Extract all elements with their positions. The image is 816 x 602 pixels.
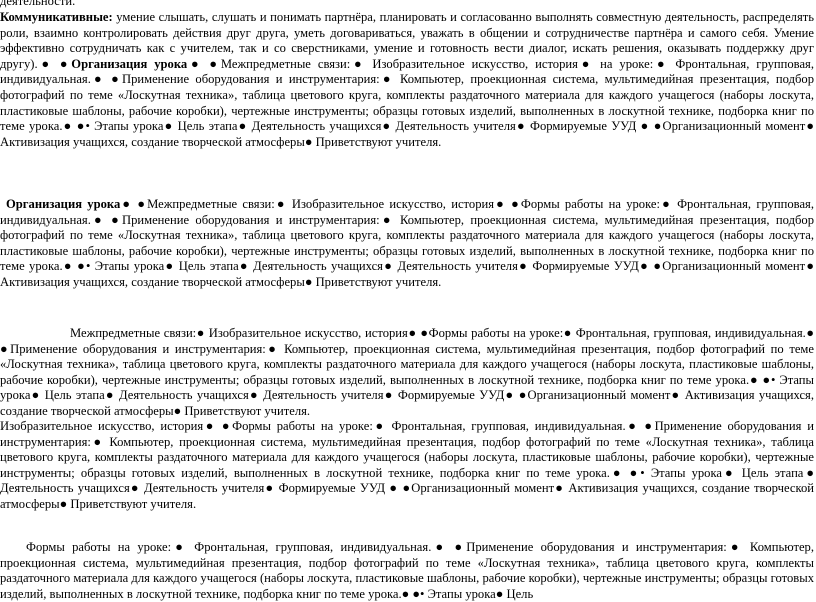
bullet-marks: ● ● — [37, 56, 72, 71]
lesson-organization-heading: Организация урока — [71, 56, 188, 71]
lesson-organization-text: ● ●Межпредметные связи:● Изобразительное искусство, история● на уроке:● Фронтальная, групповая, индивидуальная.● ●Применение оборудования и инструментария:● Компьютер, проекционная система, мультимедийная презентация, подбор фотографий по теме «Лоскутная техника», таблица цветового круга, комплекты раздаточного материала для каждого учащегося (наборы лоскута, пластиковые шаблоны, рабочие коробки), чертежные инструменты; образцы готовых изделий, выполненных в лоскутной технике, подборка книг по теме урока.● ●• Этапы урока● Цель этапа● Деятельность учащихся● Деятельность учителя● Формируемые УУД ● ●Организационный момент● Активизация учащихся, создание творческой атмосферы● Приветствуют учителя. — [0, 56, 814, 149]
communicative-heading: Коммуникативные: — [0, 10, 113, 24]
communicative-text: умение слышать, слушать и понимать партнёра, планировать и согласованно выполнять совместную деятельность, распределять роли, взаимно контролировать действия друг друга, уметь договариваться, уважать в общении и сотрудничестве партнёра и самого себя. Умение эффективно сотрудничать как с учителем, так и со сверстниками, умение и готовность вести диалог, искать решения, оказывать поддержку друг другу). — [0, 10, 814, 71]
paragraph-fine-arts — [0, 419, 814, 513]
lesson-organization-heading-2: Организация урока — [6, 197, 121, 211]
fine-arts-text: Изобразительное искусство, история● ●Формы работы на уроке:● Фронтальная, групповая, индивидуальная.● ●Применение оборудования и инструментария:● Компьютер, проекционная система, мультимедийная презентация, подбор фотографий по теме «Лоскутная техника», таблица цветового круга, комплекты раздаточного материала для каждого учащегося (наборы лоскута, пластиковые шаблоны, рабочие коробки), чертежные инструменты; образцы готовых изделий, выполненных в лоскутной технике, подборка книг по теме урока.● ●• Этапы урока● Цель этапа● Деятельность учащихся● Деятельность учителя● Формируемые УУД ● ●Организационный момент● Активизация учащихся, создание творческой атмосферы● Приветствуют учителя. — [0, 419, 814, 511]
paragraph-communicative — [0, 10, 814, 150]
paragraph-0-text: деятельности. — [0, 0, 76, 8]
paragraph-0 — [0, 0, 814, 10]
work-forms-text: Формы работы на уроке:● Фронтальная, групповая, индивидуальная.● ●Применение оборудования и инструментария:● Компьютер, проекционная система, мультимедийная презентация, подбор фотографий по теме «Лоскутная техника», таблица цветового круга, комплекты раздаточного материала для каждого учащегося (наборы лоскута, пластиковые шаблоны, рабочие коробки), чертежные инструменты; образцы готовых изделий, выполненных в лоскутной технике, подборка книг по теме урока.● ●• Этапы урока● Цель — [0, 540, 814, 601]
interdisciplinary-text: Межпредметные связи:● Изобразительное искусство, история● ●Формы работы на уроке:● Фронтальная, групповая, индивидуальная.● ●Применение оборудования и инструментария:● Компьютер, проекционная система, мультимедийная презентация, подбор фотографий по теме «Лоскутная техника», таблица цветового круга, комплекты раздаточного материала для каждого учащегося (наборы лоскута, пластиковые шаблоны, рабочие коробки), чертежные инструменты; образцы готовых изделий, выполненных в лоскутной технике, подборка книг по теме урока.● ●• Этапы урока● Цель этапа● Деятельность учащихся● Деятельность учителя● Формируемые УУД● ●Организационный момент● Активизация учащихся, создание творческой атмосферы● Приветствуют учителя. — [0, 326, 814, 418]
paragraph-work-forms — [0, 540, 814, 602]
paragraph-interdisciplinary — [0, 326, 814, 420]
lesson-organization-text-2: ● ●Межпредметные связи:● Изобразительное искусство, история● ●Формы работы на уроке:● Фронтальная, групповая, индивидуальная.● ●Применение оборудования и инструментария:● Компьютер, проекционная система, мультимедийная презентация, подбор фотографий по теме «Лоскутная техника», таблица цветового круга, комплекты раздаточного материала для каждого учащегося (наборы лоскута, пластиковые шаблоны, рабочие коробки), чертежные инструменты; образцы готовых изделий, выполненных в лоскутной технике, подборка книг по теме урока.● ●• Этапы урока● Цель этапа● Деятельность учащихся● Деятельность учителя● Формируемые УУД● ●Организационный момент● Активизация учащихся, создание творческой атмосферы● Приветствуют учителя. — [0, 197, 814, 289]
paragraph-lesson-organization — [0, 197, 814, 291]
